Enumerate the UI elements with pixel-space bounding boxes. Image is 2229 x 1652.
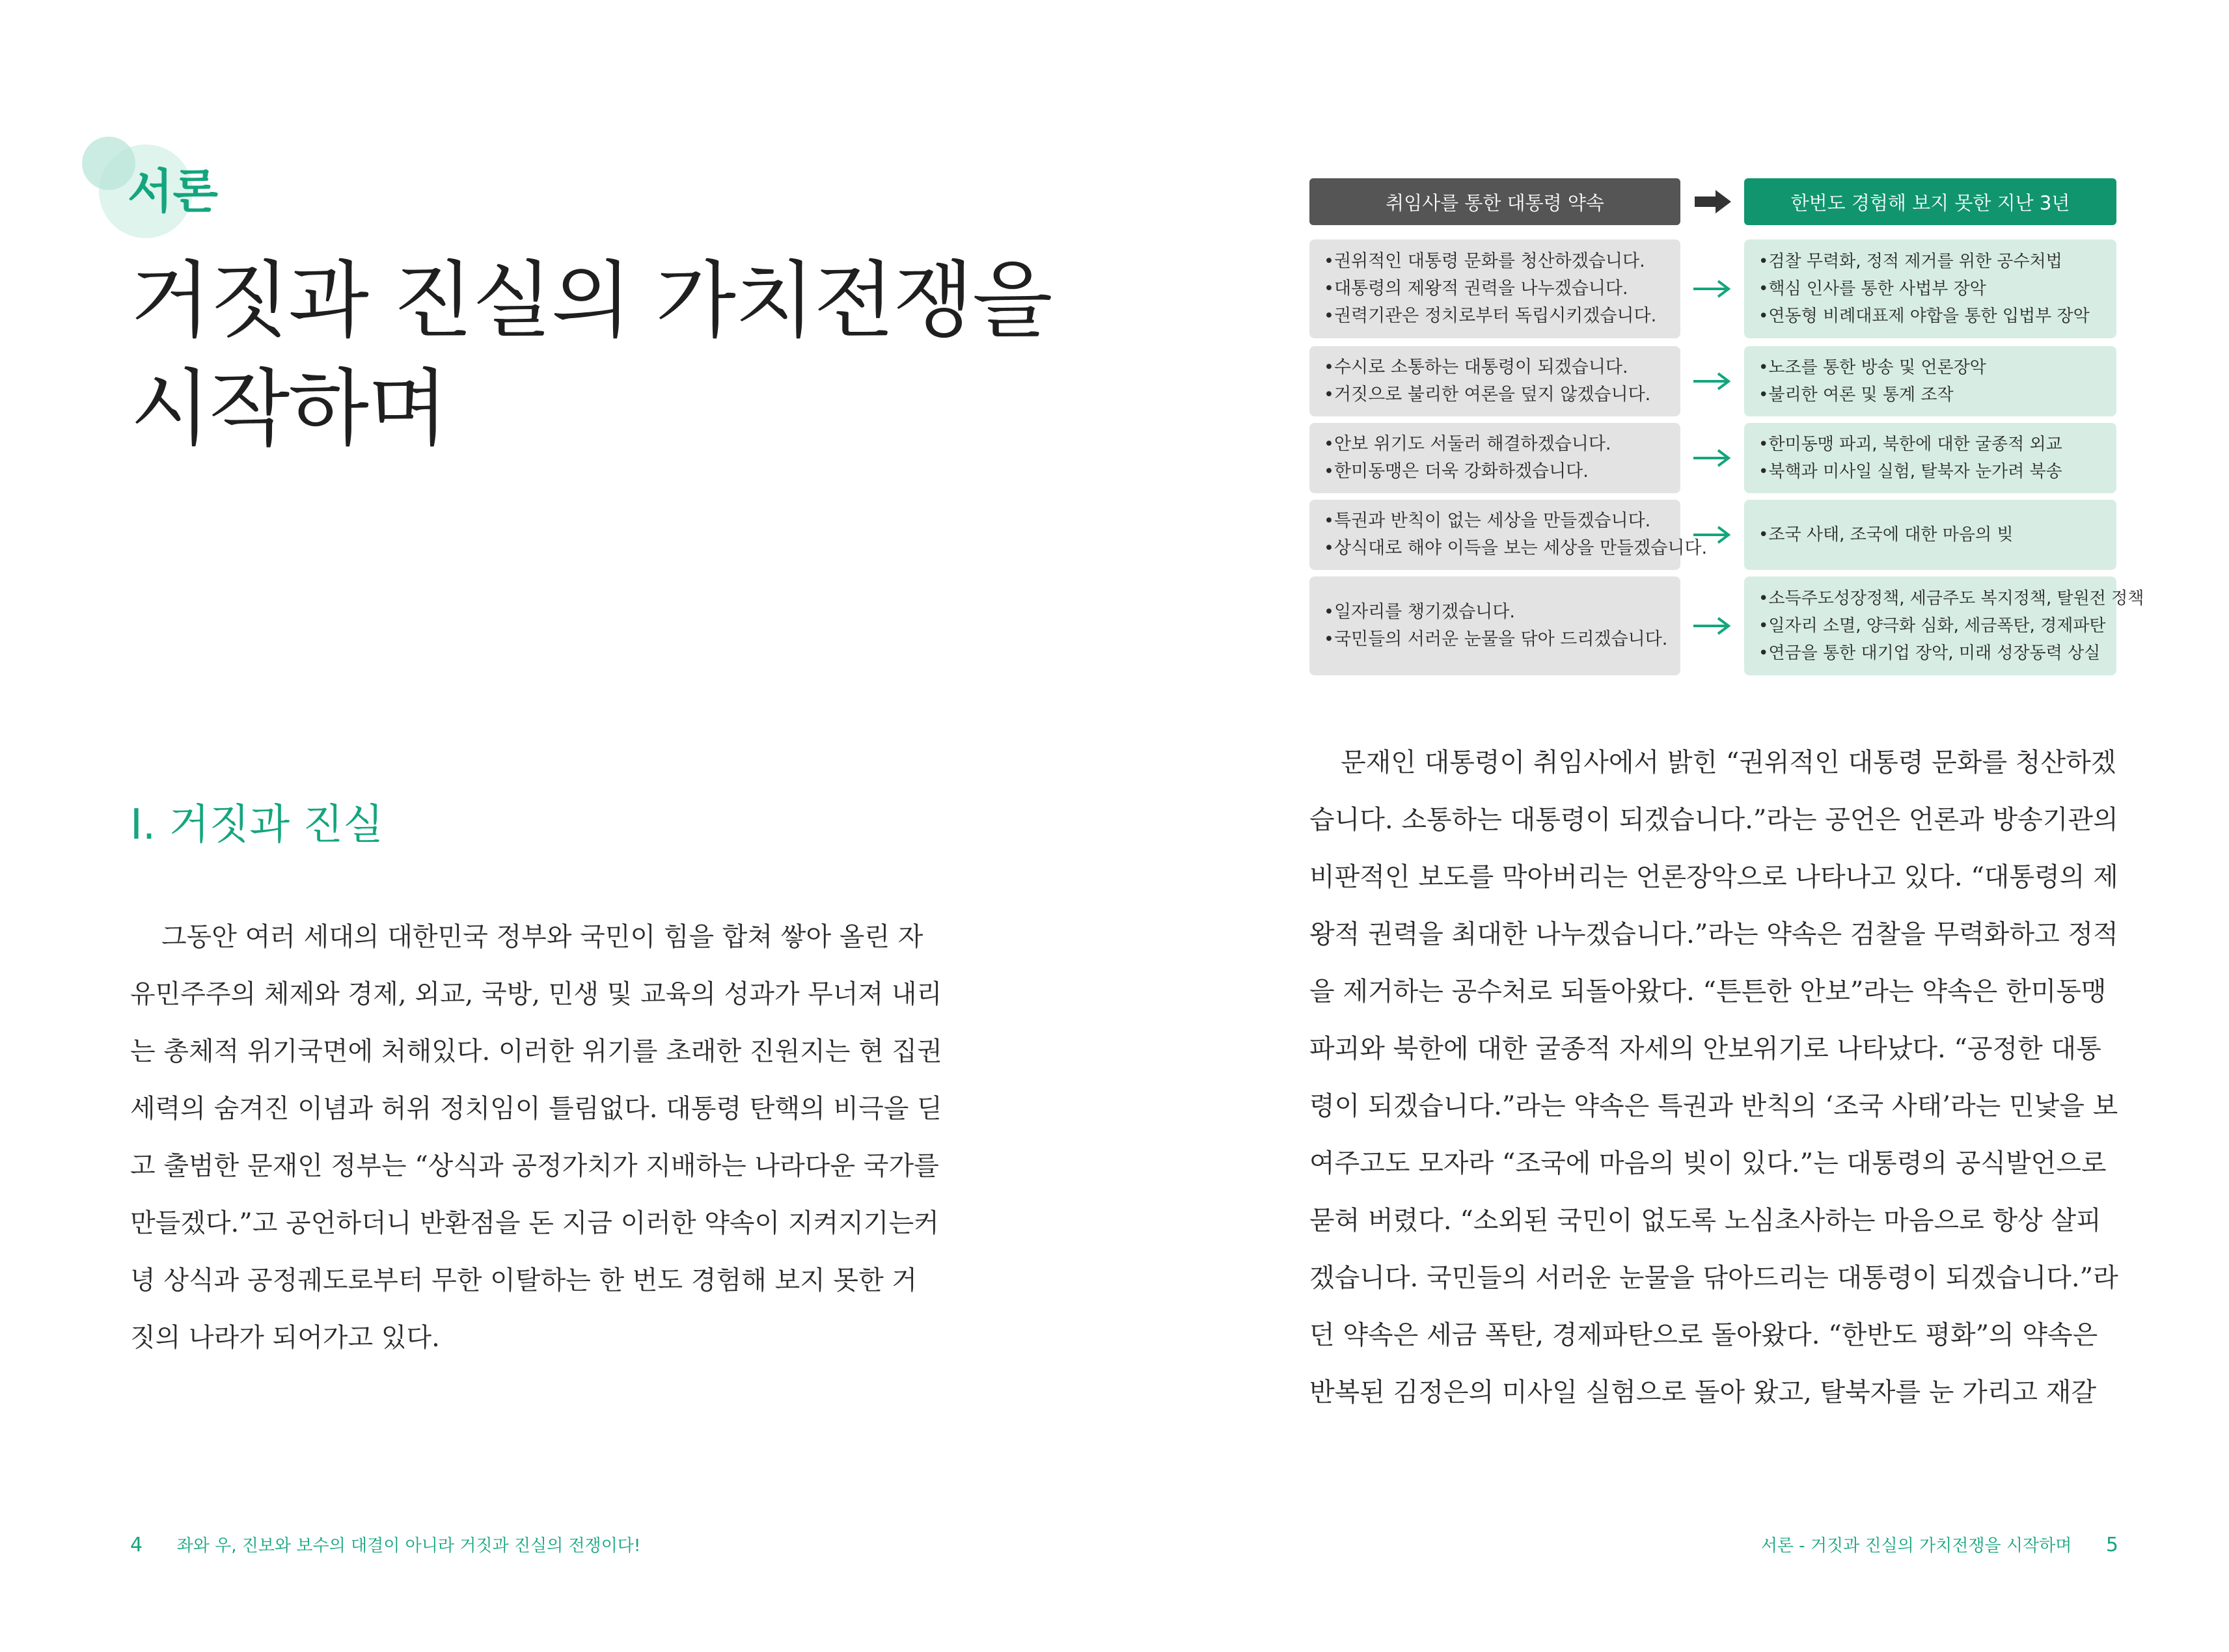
result-box (1744, 576, 2144, 675)
paragraph-line: 녕 상식과 공정궤도로부터 무한 이탈하는 한 번도 경험해 보지 못한 거 (130, 1266, 918, 1295)
left-footer (130, 1536, 640, 1555)
promise-item: • 대통령의 제왕적 권력을 나누겠습니다. (1324, 275, 1680, 303)
result-item: • 북핵과 미사일 실험, 탈북자 눈가려 북송 (1758, 458, 2116, 485)
page-number: 5 (2105, 1534, 2118, 1556)
paragraph-line: 반복된 김정은의 미사일 실험으로 돌아 왔고, 탈북자를 눈 가리고 재갈 (1309, 1377, 2097, 1407)
paragraph-line: 겠습니다. 국민들의 서러운 눈물을 닦아드리는 대통령이 되겠습니다.”라 (1309, 1263, 2118, 1293)
result-box (1744, 423, 2116, 493)
result-item: • 일자리 소멸, 양극화 심화, 세금폭탄, 경제파탄 (1758, 612, 2116, 640)
promise-item: • 국민들의 서러운 눈물을 닦아 드리겠습니다. (1324, 626, 1680, 653)
paragraph-line: 비판적인 보도를 막아버리는 언론장악으로 나타나고 있다. “대통령의 제 (1309, 862, 2118, 892)
paragraph-line: 왕적 권력을 최대한 나누겠습니다.”라는 약속은 검찰을 무력화하고 정적 (1309, 919, 2118, 949)
result-item: • 조국 사태, 조국에 대한 마음의 빚 (1758, 521, 2116, 548)
paragraph-line: 을 제거하는 공수처로 되돌아왔다. “튼튼한 안보”라는 약속은 한미동맹 (1309, 977, 2107, 1007)
paragraph-line: 묻혀 버렸다. “소외된 국민이 없도록 노심초사하는 마음으로 항상 살피 (1309, 1206, 2101, 1236)
right-arrow-icon (1691, 372, 1732, 391)
result-item: • 소득주도성장정책, 세금주도 복지정책, 탈원전 정책 (1758, 585, 2116, 612)
paragraph-line: 짓의 나라가 되어가고 있다. (130, 1323, 440, 1353)
paragraph-line: 령이 되겠습니다.”라는 약속은 특권과 반칙의 ‘조국 사태’라는 민낯을 보 (1309, 1091, 2118, 1121)
paragraph-line: 문재인 대통령이 취임사에서 밝힌 “권위적인 대통령 문화를 청산하겠 (1341, 748, 2116, 778)
promise-box (1309, 239, 1680, 338)
promise-item: • 상식대로 해야 이득을 보는 세상을 만들겠습니다. (1324, 535, 1680, 562)
section-label: 서론 (128, 164, 219, 219)
result-item: • 핵심 인사를 통한 사법부 장악 (1758, 275, 2116, 303)
running-footer-text: 서론 - 거짓과 진실의 가치전쟁을 시작하며 (1760, 1536, 2072, 1556)
paragraph-line: 던 약속은 세금 폭탄, 경제파탄으로 돌아왔다. “한반도 평화”의 약속은 (1309, 1320, 2098, 1350)
promise-box (1309, 423, 1680, 493)
promise-item: • 거짓으로 불리한 여론을 덮지 않겠습니다. (1324, 381, 1680, 409)
promise-box (1309, 346, 1680, 416)
page-number: 4 (130, 1534, 143, 1556)
promise-item: • 한미동맹은 더욱 강화하겠습니다. (1324, 458, 1680, 485)
promise-box (1309, 576, 1680, 675)
paragraph-line: 만들겠다.”고 공언하더니 반환점을 돈 지금 이러한 약속이 지켜지기는커 (130, 1208, 939, 1238)
promise-item: • 일자리를 챙기겠습니다. (1324, 599, 1680, 626)
promise-item: • 안보 위기도 서둘러 해결하겠습니다. (1324, 431, 1680, 458)
title-line: 시작하며 (130, 360, 447, 457)
right-arrow-icon (1691, 525, 1732, 545)
result-box (1744, 500, 2116, 570)
promise-item: • 수시로 소통하는 대통령이 되겠습니다. (1324, 354, 1680, 381)
paragraph-line: 고 출범한 문재인 정부는 “상식과 공정가치가 지배하는 나라다운 국가를 (130, 1151, 939, 1181)
promise-item: • 특권과 반칙이 없는 세상을 만들겠습니다. (1324, 508, 1680, 535)
paragraph-line: 는 총체적 위기국면에 처해있다. 이러한 위기를 초래한 진원지는 현 집권 (130, 1036, 942, 1066)
subheading: I. 거짓과 진실 (130, 801, 384, 849)
paragraph-line: 세력의 숨겨진 이념과 허위 정치임이 틀림없다. 대통령 탄핵의 비극을 딛 (130, 1094, 942, 1124)
paragraph-line: 여주고도 모자라 “조국에 마음의 빚이 있다.”는 대통령의 공식발언으로 (1309, 1148, 2107, 1178)
paragraph-line: 그동안 여러 세대의 대한민국 정부와 국민이 힘을 합쳐 쌓아 올린 자 (161, 922, 923, 952)
page-title (130, 247, 1052, 463)
result-box (1744, 239, 2116, 338)
result-item: • 검찰 무력화, 정적 제거를 위한 공수처법 (1758, 248, 2116, 275)
result-item: • 노조를 통한 방송 및 언론장악 (1758, 354, 2116, 381)
title-line: 거짓과 진실의 가치전쟁을 (130, 252, 1052, 349)
result-item: • 연동형 비례대표제 야합을 통한 입법부 장악 (1758, 303, 2116, 330)
promise-box (1309, 500, 1708, 570)
right-footer (1761, 1536, 2118, 1555)
right-arrow-icon (1691, 616, 1732, 636)
left-body-paragraph (130, 916, 942, 1372)
promises-header: 취임사를 통한 대통령 약속 (1309, 178, 1680, 225)
right-body-paragraph (1309, 742, 2116, 1418)
right-arrow-icon (1691, 448, 1732, 468)
result-item: • 한미동맹 파괴, 북한에 대한 굴종적 외교 (1758, 431, 2116, 458)
right-arrow-icon (1695, 190, 1731, 213)
result-item: • 연금을 통한 대기업 장악, 미래 성장동력 상실 (1758, 640, 2116, 667)
promise-item: • 권력기관은 정치로부터 독립시키겠습니다. (1324, 303, 1680, 330)
right-arrow-icon (1691, 279, 1732, 299)
paragraph-line: 습니다. 소통하는 대통령이 되겠습니다.”라는 공언은 언론과 방송기관의 (1309, 805, 2118, 835)
paragraph-line: 파괴와 북한에 대한 굴종적 자세의 안보위기로 나타났다. “공정한 대통 (1309, 1034, 2101, 1064)
running-footer-text: 좌와 우, 진보와 보수의 대결이 아니라 거짓과 진실의 전쟁이다! (176, 1536, 641, 1556)
promise-item: • 권위적인 대통령 문화를 청산하겠습니다. (1324, 248, 1680, 275)
results-header: 한번도 경험해 보지 못한 지난 3년 (1744, 178, 2116, 225)
result-box (1744, 346, 2116, 416)
paragraph-line: 유민주주의 체제와 경제, 외교, 국방, 민생 및 교육의 성과가 무너져 내리 (130, 979, 942, 1009)
result-item: • 불리한 여론 및 통계 조작 (1758, 381, 2116, 409)
